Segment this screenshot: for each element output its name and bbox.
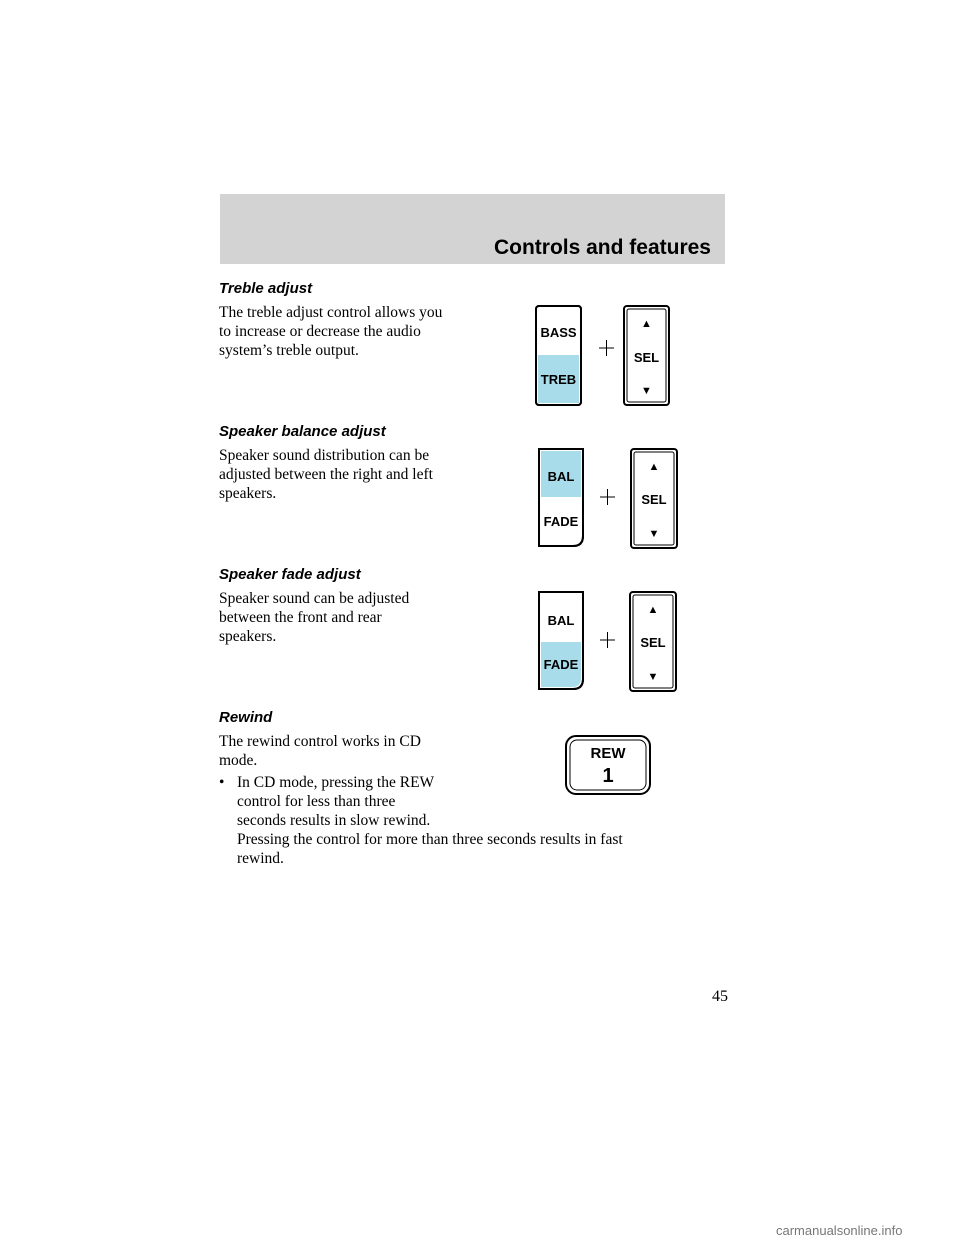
balance-body: Speaker sound distribution can be adjusted between the right and left speakers. — [219, 447, 433, 502]
fade-label: FADE — [543, 657, 579, 672]
fade-control-illustration — [533, 589, 681, 695]
down-arrow-icon: ▼ — [648, 528, 660, 540]
sel-label: SEL — [633, 350, 660, 365]
treble-heading: Treble adjust — [219, 280, 313, 297]
treb-label: TREB — [540, 372, 577, 387]
balance-control-illustration — [533, 446, 681, 552]
section-title: Controls and features — [493, 236, 711, 259]
fade-heading: Speaker fade adjust — [219, 566, 361, 583]
down-arrow-icon: ▼ — [647, 671, 659, 683]
treble-body: The treble adjust control allows you to increase or decrease the audio system’s treble output. — [219, 304, 443, 359]
rewind-heading: Rewind — [219, 709, 273, 726]
up-arrow-icon: ▲ — [648, 461, 660, 473]
bal-label: BAL — [547, 613, 575, 628]
rew-button-illustration — [562, 733, 654, 797]
up-arrow-icon: ▲ — [647, 604, 659, 616]
sel-label: SEL — [641, 492, 667, 507]
rewind-body: The rewind control works in CD mode. — [219, 733, 421, 769]
rew-number: 1 — [602, 765, 614, 787]
section-header — [220, 194, 725, 264]
fade-label: FADE — [543, 514, 579, 529]
rew-label: REW — [590, 745, 626, 762]
rewind-continuation: Pressing the control for more than three seconds results in fast rewind. — [237, 831, 623, 867]
up-arrow-icon: ▲ — [641, 318, 652, 330]
fade-body: Speaker sound can be adjusted between the front and rear speakers. — [219, 590, 410, 645]
balance-heading: Speaker balance adjust — [219, 423, 386, 440]
treble-control-illustration — [530, 303, 675, 409]
bal-label: BAL — [547, 469, 575, 484]
page-number: 45 — [712, 988, 728, 1005]
watermark: carmanualsonline.info — [776, 1223, 903, 1238]
down-arrow-icon: ▼ — [641, 385, 652, 397]
bass-label: BASS — [540, 325, 577, 340]
bullet-icon: • — [219, 774, 225, 791]
sel-label: SEL — [640, 635, 666, 650]
bullet-text: In CD mode, pressing the REW control for less than three seconds results in slow rewind. — [237, 774, 435, 829]
